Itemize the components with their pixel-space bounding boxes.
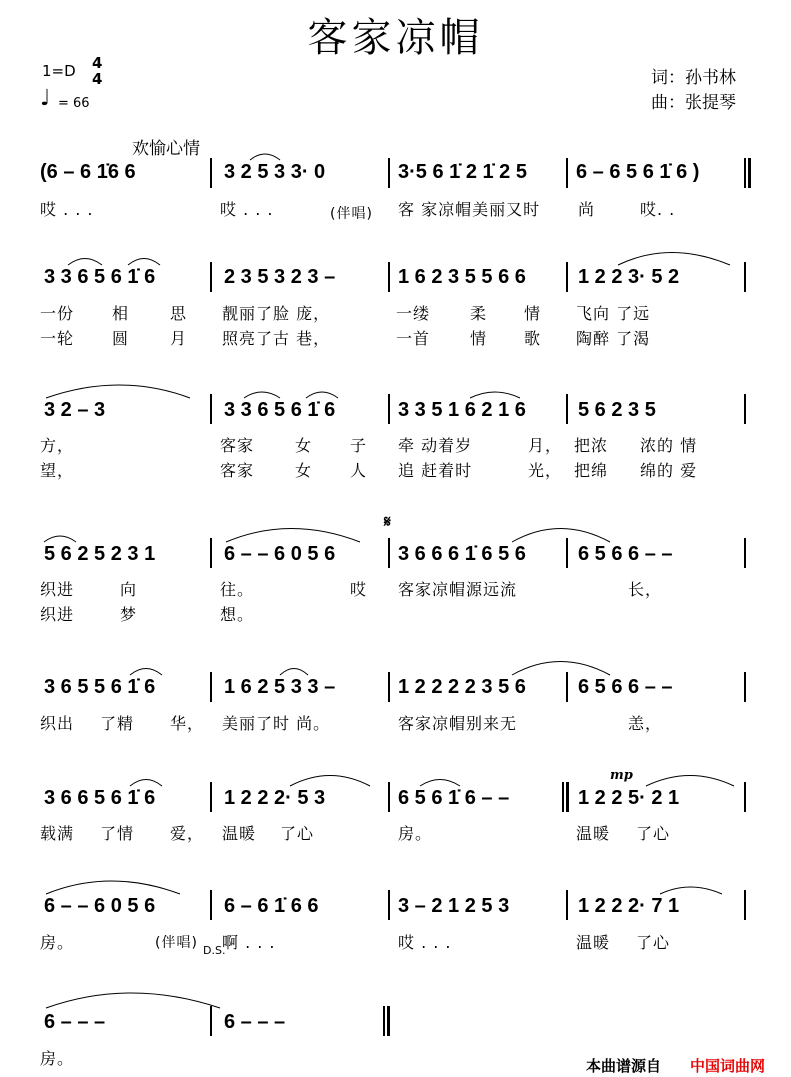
measure-notes: 3 2 – 3 [44,399,106,421]
lyric: 一轮 [40,329,75,348]
slur [646,776,734,787]
measure-notes: 3 3 5 1 6 2 1 6 [398,399,526,421]
measure-notes: 3·5 6 1̇ 2 1̇ 2 5 [398,161,527,183]
lyric: 了心 [280,824,315,843]
lyric: 客家凉帽别来无 [398,714,518,733]
lyric: 想。 [220,605,255,624]
measure-notes: 3 6 5 5 6 1̇ 6 [44,676,156,698]
lyric: 一份 [40,304,75,323]
lyric: 女 [295,461,313,480]
lyric: 往。 [220,580,255,599]
lyric: 客 家凉帽美丽又时 [398,200,541,219]
slur [68,259,102,266]
slur [290,776,370,787]
measure-notes: 5 6 2 5 2 3 1 [44,543,156,565]
lyric: 方， [40,436,75,455]
lyric: 啊 . . . [222,933,276,952]
lyric: 织进 [40,580,75,599]
lyric: 子 [350,436,368,455]
lyric: 房。 [398,824,433,843]
lyric: 陶醉 了渴 [576,329,651,348]
measure-notes: 6 – 6 5 6 1̇ 6 ) [576,161,700,183]
lyric: 华， [170,714,205,733]
lyricist-credit: 词：孙书林 [651,68,736,88]
lyric: 织出 [40,714,75,733]
slur [306,392,338,398]
lyric: 哎 [350,580,368,599]
lyric: 情 [470,329,488,348]
lyric-annotation: (伴唱) [155,935,198,951]
lyric: 向 [120,580,138,599]
lyric-annotation: (伴唱) [330,206,373,222]
lyric: 望， [40,461,75,480]
slur [130,669,162,676]
slur [244,392,280,398]
slur [46,881,180,894]
lyric: 房。 [40,933,75,952]
lyric: 相 [112,304,130,323]
lyric: 哎. . [640,200,676,219]
slur [660,887,722,894]
measure-notes: (6 – 6 1̇6 6 [40,161,136,183]
lyric: 人 [350,461,368,480]
lyric: 载满 [40,824,75,843]
lyric: 一缕 [396,304,431,323]
measure-notes: 5 6 2 3 5 [578,399,656,421]
measure-notes: 1 2 2 5· 2 1 [578,787,680,809]
lyric: 哎 . . . [220,200,274,219]
slur [420,780,460,787]
composer-credit: 曲：张提琴 [651,93,736,113]
measure-notes: 1 2 2 2 2 3 5 6 [398,676,526,698]
slur [130,780,162,787]
measure-notes: 2 3 5 3 2 3 – [224,266,336,288]
measure-notes: 6 – – – [224,1011,286,1033]
slur [46,385,190,398]
lyric: 靓丽了脸 庞， [222,304,331,323]
lyric: 客家 [220,461,255,480]
lyric: 照亮了古 巷， [222,329,331,348]
slur [470,392,520,398]
measure-notes: 6 – – – [44,1011,106,1033]
lyric: 思 [170,304,188,323]
lyric: 客家 [220,436,255,455]
lyric: 浓的 情 [640,436,698,455]
lyric: 客家凉帽源远流 [398,580,518,599]
slur [280,669,308,676]
segno-icon: 𝄋 [384,512,391,531]
lyric: 了心 [636,933,671,952]
measure-notes: 6 – – 6 0 5 6 [224,543,336,565]
lyric: 长， [628,580,663,599]
time-signature-bottom: 4 [92,70,103,88]
lyric: 温暖 [576,824,611,843]
lyric: 美丽了时 尚。 [222,714,331,733]
measure-notes: 3 – 2 1 2 5 3 [398,895,510,917]
page-title: 客家凉帽 [307,15,484,61]
slur [128,259,160,266]
lyric: 追 赶着时 [398,461,473,480]
measure-notes: 1 6 2 5 3 3 – [224,676,336,698]
slur [46,993,220,1008]
source-label: 本曲谱源自 [586,1057,662,1075]
lyric: 哎 . . . [40,200,94,219]
measure-notes: 3 3 6 5 6 1̇ 6 [44,266,156,288]
dal-segno-mark: D.S. [203,944,226,957]
lyric: 女 [295,436,313,455]
lyric: 了情 [100,824,135,843]
slur [44,536,76,542]
measure-notes: 6 5 6 1̇ 6 – – [398,787,510,809]
expression-mark: 欢愉心情 [132,139,200,159]
lyric: 月 [170,329,188,348]
measure-notes: 3 6 6 5 6 1̇ 6 [44,787,156,809]
lyric: 梦 [120,605,138,624]
quarter-note-icon: ♩ [40,86,51,111]
lyric: 一首 [396,329,431,348]
lyric: 歌 [524,329,542,348]
lyric: 尚 [578,200,596,219]
lyric: 了心 [636,824,671,843]
measure-notes: 3 3 6 5 6 1̇ 6 [224,399,336,421]
lyric: 把浓 [574,436,609,455]
lyric: 温暖 [576,933,611,952]
lyric: 绵的 爱 [640,461,698,480]
measure-notes: 6 – – 6 0 5 6 [44,895,156,917]
measure-notes: 1 2 2 3· 5 2 [578,266,680,288]
measure-notes: 6 5 6 6 – – [578,543,673,565]
lyric: 牵 动着岁 [398,436,473,455]
lyric: 光， [528,461,563,480]
measure-notes: 1 2 2 2· 5 3 [224,787,326,809]
key-signature: 1=D [42,62,76,80]
tempo-marking: = 66 [58,96,90,111]
measure-notes: 3 6 6 6 1̇ 6 5 6 [398,543,526,565]
slur [250,154,280,160]
slur [512,662,610,676]
site-name: 中国词曲网 [690,1057,766,1075]
measure-notes: 3 2 5 3 3· 0 [224,161,326,183]
lyric: 飞向 了远 [576,304,651,323]
lyric: 柔 [470,304,488,323]
lyric: 恙， [628,714,663,733]
slur [512,529,610,543]
lyric: 月， [528,436,563,455]
lyric: 把绵 [574,461,609,480]
lyric: 爱， [170,824,205,843]
slur [226,529,360,543]
lyric: 情 [524,304,542,323]
measure-notes: 1 6 2 3 5 5 6 6 [398,266,526,288]
lyric: 圆 [112,329,130,348]
measure-notes: 1 2 2 2· 7 1 [578,895,680,917]
lyric: 织进 [40,605,75,624]
lyric: 了精 [100,714,135,733]
lyric: 温暖 [222,824,257,843]
slur [618,253,730,266]
time-signature-top: 4 [92,54,103,72]
dynamic-marking: mp [610,768,633,783]
measure-notes: 6 5 6 6 – – [578,676,673,698]
measure-notes: 6 – 6 1̇ 6 6 [224,895,319,917]
lyric: 房。 [40,1049,75,1068]
lyric: 哎 . . . [398,933,452,952]
